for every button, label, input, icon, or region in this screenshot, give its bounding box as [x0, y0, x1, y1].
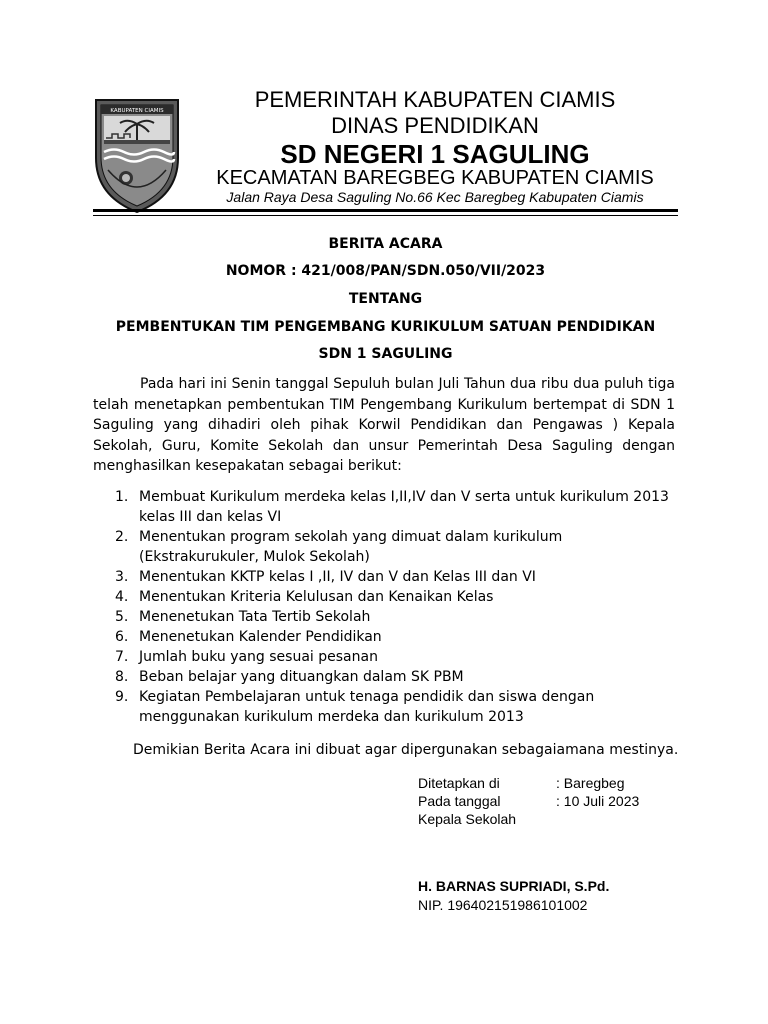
list-item-number: 1. — [115, 489, 129, 505]
list-item-text: Menentukan KKTP kelas I ,II, IV dan V dan Kelas III dan VI — [139, 569, 536, 585]
list-item — [93, 627, 678, 647]
signatory-name: H. BARNAS SUPRIADI, S.Pd. — [418, 878, 610, 894]
signature-date-label: Pada tanggal — [418, 793, 501, 809]
letterhead-school-name: SD NEGERI 1 SAGULING — [280, 139, 590, 169]
list-item-number: 3. — [115, 569, 129, 585]
list-item-number: 4. — [115, 589, 129, 605]
list-item — [93, 587, 678, 607]
letterhead-divider-thin — [93, 215, 678, 216]
signature-date-value: : 10 Juli 2023 — [556, 793, 640, 809]
letterhead-department: DINAS PENDIDIKAN — [331, 113, 539, 138]
list-item — [93, 487, 678, 527]
signatory-nip: NIP. 196402151986101002 — [418, 897, 588, 913]
list-item-text: Menenetukan Kalender Pendidikan — [139, 629, 382, 645]
list-item-text: Kegiatan Pembelajaran untuk tenaga pendidik dan siswa dengan menggunakan kurikulum merdeka dan kurikulum 2013 — [139, 689, 595, 725]
ciamis-regency-logo-icon — [92, 96, 182, 214]
letterhead-divider-thick — [93, 209, 678, 212]
list-item-text: Beban belajar yang dituangkan dalam SK PBM — [139, 669, 464, 685]
signature-position: Kepala Sekolah — [418, 811, 517, 827]
letterhead-government: PEMERINTAH KABUPATEN CIAMIS — [254, 87, 616, 112]
list-item — [93, 687, 678, 727]
signature-place-value: : Baregbeg — [556, 775, 625, 791]
list-item — [93, 647, 678, 667]
list-item-number: 6. — [115, 629, 129, 645]
document-subject-school: SDN 1 SAGULING — [318, 346, 453, 362]
list-item — [93, 527, 678, 567]
list-item-number: 5. — [115, 609, 129, 625]
opening-paragraph: Pada hari ini Senin tanggal Sepuluh bulan Juli Tahun dua ribu dua puluh tiga telah menetapkan pembentukan TIM Pengembang Kurikulum bertempat di SDN 1 Saguling yang dihadiri oleh pihak Korwil Pendidikan dan Pengawas ) Kepala Sekolah, Guru, Komite Sekolah dan unsur Pemerintah Desa Saguling dengan menghasilkan kesepakatan sebagai berikut: — [93, 376, 675, 474]
agreement-list — [93, 487, 678, 727]
list-item-text: Menentukan program sekolah yang dimuat dalam kurikulum (Ekstrakurukuler, Mulok Sekolah) — [139, 529, 563, 565]
list-item — [93, 667, 678, 687]
list-item — [93, 567, 678, 587]
document-about: TENTANG — [348, 291, 423, 307]
list-item — [93, 607, 678, 627]
list-item-number: 9. — [115, 689, 129, 705]
closing-statement: Demikian Berita Acara ini dibuat agar dipergunakan sebagaiamana mestinya. — [133, 742, 679, 758]
document-number: NOMOR : 421/008/PAN/SDN.050/VII/2023 — [225, 263, 546, 279]
letterhead-address: Jalan Raya Desa Saguling No.66 Kec Baregbeg Kabupaten Ciamis — [226, 189, 644, 205]
list-item-number: 7. — [115, 649, 129, 665]
list-item-text: Menenetukan Tata Tertib Sekolah — [139, 609, 371, 625]
list-item-number: 8. — [115, 669, 129, 685]
list-item-text: Menentukan Kriteria Kelulusan dan Kenaikan Kelas — [139, 589, 494, 605]
list-item-text: Jumlah buku yang sesuai pesanan — [139, 649, 378, 665]
document-title: BERITA ACARA — [328, 236, 443, 252]
document-subject: PEMBENTUKAN TIM PENGEMBANG KURIKULUM SATUAN PENDIDIKAN — [115, 319, 656, 335]
signature-place-label: Ditetapkan di — [418, 775, 500, 791]
letterhead-district: KECAMATAN BAREGBEG KABUPATEN CIAMIS — [216, 167, 654, 189]
list-item-number: 2. — [115, 529, 129, 545]
svg-text:KABUPATEN CIAMIS: KABUPATEN CIAMIS — [110, 108, 164, 114]
list-item-text: Membuat Kurikulum merdeka kelas I,II,IV dan V serta untuk kurikulum 2013 kelas III dan kelas VI — [139, 489, 669, 525]
